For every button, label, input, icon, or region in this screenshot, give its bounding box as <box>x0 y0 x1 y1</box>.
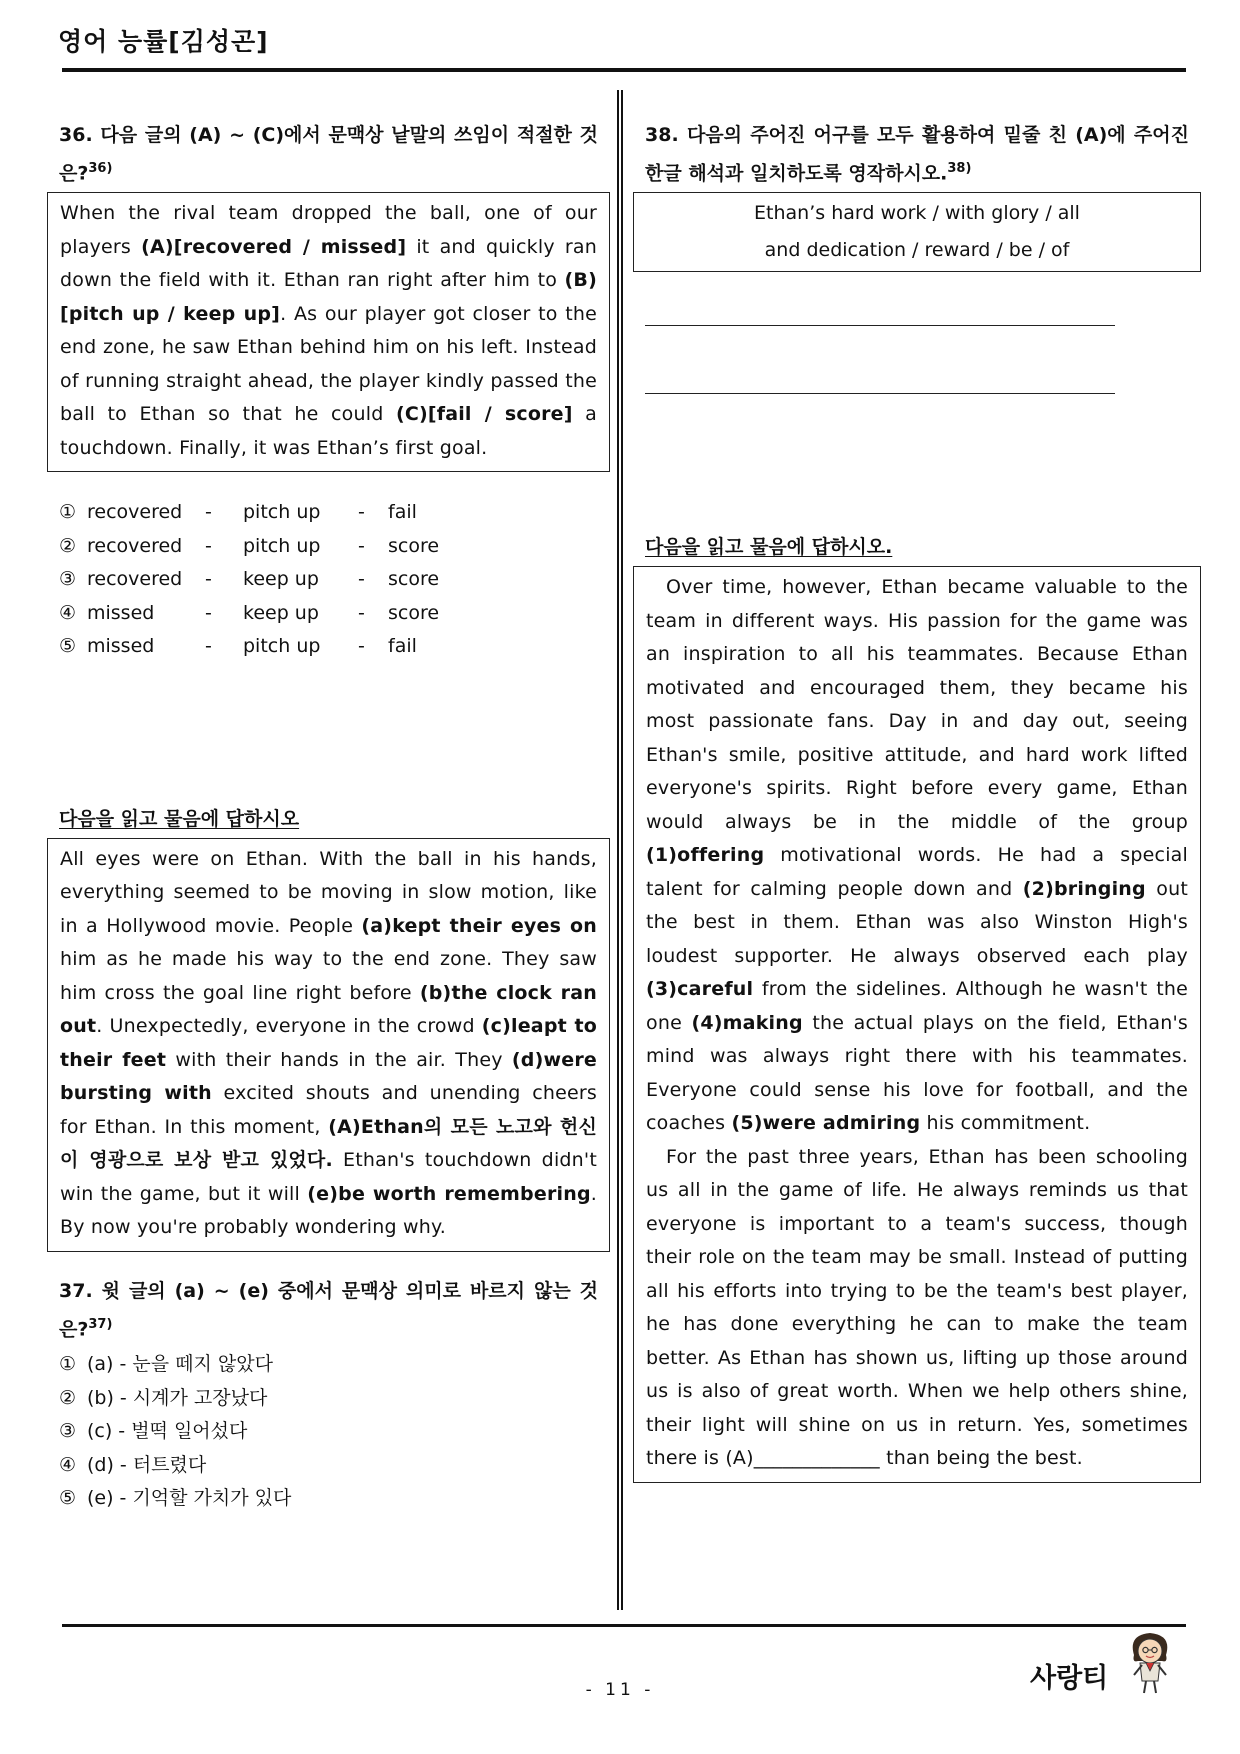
passage-text: Ethan's touchdown didn't win the game, but it will <box>60 1149 597 1205</box>
option-number: ② <box>59 1386 77 1409</box>
q36-passage <box>47 192 610 472</box>
option-number: ② <box>59 534 77 557</box>
q36-option-1[interactable] <box>59 496 598 530</box>
option-c: fail <box>388 635 417 658</box>
q37-option-5[interactable] <box>59 1482 598 1516</box>
option-c: fail <box>388 501 417 524</box>
option-a: recovered <box>87 501 183 524</box>
passage-text: from the sidelines. Although he wasn't the one <box>646 978 1188 1034</box>
option-number: ④ <box>59 1453 77 1476</box>
set3-passage <box>633 566 1201 1483</box>
option-dash: - <box>205 534 212 557</box>
option-c: score <box>388 568 440 591</box>
item-2: (2)bringing <box>1022 877 1146 900</box>
q36-prompt: 다음 글의 (A) ~ (C)에서 문맥상 낱말의 쓰임이 적절한 것은? <box>59 124 598 185</box>
q38-title <box>633 118 1201 190</box>
option-a: missed <box>87 635 155 658</box>
item-3: (3)careful <box>646 978 754 1001</box>
answer-line-2[interactable] <box>645 393 1115 394</box>
q37-footnote: 37) <box>88 1316 113 1332</box>
option-number: ⑤ <box>59 1487 77 1510</box>
option-dash: - <box>358 568 365 591</box>
q36-option-4[interactable] <box>59 597 598 631</box>
phrase-line-1: Ethan’s hard work / with glory / all <box>754 202 1080 225</box>
passage-text: the actual plays on the field, Ethan's mind was always right there with his teammates. Everyone could sense his love for football, and the coaches <box>646 1011 1188 1135</box>
option-dash: - <box>358 601 365 624</box>
passage-text: excited shouts and unending cheers for Ethan. In this moment, <box>60 1082 597 1138</box>
option-dash: - <box>358 501 365 524</box>
passage-text: . Unexpectedly, everyone in the crowd <box>96 1015 482 1038</box>
option-b: pitch up <box>243 534 321 557</box>
passage-text: his commitment. <box>920 1112 1091 1135</box>
expression-d: (d)were bursting with <box>60 1048 597 1105</box>
q37-options <box>47 1348 610 1516</box>
passage-text: . By now you're probably wondering why. <box>60 1182 598 1239</box>
brand-logo-text: 사랑티 <box>1030 1663 1109 1694</box>
option-number: ④ <box>59 601 77 624</box>
set2-instruction: 다음을 읽고 물음에 답하시오 <box>59 807 300 830</box>
expression-b: (b)the clock ran out <box>60 981 597 1038</box>
q37-title <box>47 1274 610 1346</box>
item-1: (1)offering <box>646 844 765 867</box>
footer-rule <box>62 1624 1186 1627</box>
expression-e: (e)be worth remembering <box>307 1182 591 1205</box>
q37-option-2[interactable] <box>59 1382 598 1416</box>
item-4: (4)making <box>691 1011 803 1034</box>
option-a: missed <box>87 601 155 624</box>
q36-options <box>47 496 610 664</box>
passage-text: motivational words. He had a special talent for calming people down and <box>646 844 1188 900</box>
header-rule <box>62 68 1186 72</box>
passage-text: Over time, however, Ethan became valuable to the team in different ways. His passion for the game was an inspiration to all his teammates. Because Ethan motivated and encouraged them, they became his most passionate fans. Day in and day out, seeing Ethan's smile, positive attitude, and hard work lifted everyone's spirits. Right before every game, Ethan would always be in the middle of the group <box>646 576 1188 833</box>
paragraph-2 <box>646 1141 1188 1476</box>
paragraph-1 <box>646 571 1188 1141</box>
option-c: score <box>388 534 440 557</box>
option-number: ① <box>59 501 77 524</box>
option-b: pitch up <box>243 501 321 524</box>
option-text: (e) - 기억할 가치가 있다 <box>87 1487 292 1510</box>
option-b: pitch up <box>243 635 321 658</box>
mascot-icon <box>1122 1625 1178 1697</box>
q36-option-5[interactable] <box>59 630 598 664</box>
option-dash: - <box>205 568 212 591</box>
option-b: keep up <box>243 601 319 624</box>
option-text: (c) - 벌떡 일어섰다 <box>87 1420 248 1443</box>
right-column <box>633 118 1201 1483</box>
page-header <box>58 22 1188 58</box>
phrase-line-2: and dedication / reward / be / of <box>764 239 1070 262</box>
passage-text: . As our player got closer to the end zone, he saw Ethan behind him on his left. Instead of running straight ahead, the player kindly passed the ball to Ethan so that he could <box>60 302 597 426</box>
underlined-a-korean: (A)Ethan의 모든 노고와 헌신이 영광으로 보상 받고 있었다. <box>60 1115 598 1172</box>
q36-option-2[interactable] <box>59 530 598 564</box>
column-divider <box>617 90 623 1610</box>
q37-number: 37. <box>59 1279 93 1302</box>
option-dash: - <box>205 601 212 624</box>
option-b: keep up <box>243 568 319 591</box>
blank-b: (B)[pitch up / keep up] <box>60 269 597 325</box>
passage-text: a touchdown. Finally, it was Ethan’s first goal. <box>60 403 597 459</box>
option-text: (b) - 시계가 고장났다 <box>87 1386 268 1409</box>
blank-c: (C)[fail / score] <box>395 403 573 426</box>
q37-option-1[interactable] <box>59 1348 598 1382</box>
page-number: - 11 - <box>585 1680 655 1700</box>
passage-text: it and quickly ran down the field with it. Ethan ran right after him to <box>60 235 597 292</box>
set2-passage <box>47 838 610 1252</box>
option-a: recovered <box>87 534 183 557</box>
page-title: 영어 능률[김성곤] <box>58 27 269 56</box>
q36-title <box>47 118 610 190</box>
option-dash: - <box>205 635 212 658</box>
passage-text: him as he made his way to the end zone. They saw him cross the goal line right before <box>60 948 597 1004</box>
expression-a: (a)kept their eyes on <box>361 914 597 937</box>
passage-text: For the past three years, Ethan has been schooling us all in the game of life. He always reminds us that everyone is important to a team's success, though their role on the team may be small. Instead of putting all his efforts into trying to be the team's best player, he has done everything he can to make the team better. As Ethan has shown us, lifting up those around us is also of great worth. When we help others shine, their light will shine on us in return. Yes, sometimes there is (A)_____________ than being the best. <box>646 1145 1188 1470</box>
passage-text: out the best in them. Ethan was also Winston High's loudest supporter. He always observed each play <box>646 877 1188 967</box>
option-dash: - <box>358 534 365 557</box>
option-dash: - <box>358 635 365 658</box>
set3-instruction: 다음을 읽고 물음에 답하시오. <box>645 536 893 559</box>
option-number: ③ <box>59 1420 77 1443</box>
left-column <box>47 118 610 1516</box>
option-a: recovered <box>87 568 183 591</box>
option-c: score <box>388 601 440 624</box>
option-number: ③ <box>59 568 77 591</box>
q37-option-3[interactable] <box>59 1415 598 1449</box>
passage-text: with their hands in the air. They <box>166 1048 512 1071</box>
blank-a: (A)[recovered / missed] <box>141 235 407 258</box>
q37-prompt: 윗 글의 (a) ~ (e) 중에서 문맥상 의미로 바르지 않는 것은? <box>59 1279 598 1341</box>
option-text: (a) - 눈을 떼지 않았다 <box>87 1353 273 1376</box>
q38-footnote: 38) <box>947 161 972 176</box>
q37-option-4[interactable] <box>59 1449 598 1483</box>
expression-c: (c)leapt to their feet <box>60 1015 597 1071</box>
q38-number: 38. <box>645 124 679 146</box>
q38-phrase-box <box>633 192 1201 272</box>
option-number: ① <box>59 1353 77 1376</box>
option-dash: - <box>205 501 212 524</box>
passage-text: When the rival team dropped the ball, one of our players <box>60 202 597 258</box>
q36-number: 36. <box>59 124 93 146</box>
q38-prompt: 다음의 주어진 어구를 모두 활용하여 밑줄 친 (A)에 주어진 한글 해석과 일치하도록 영작하시오. <box>645 124 1189 185</box>
item-5: (5)were admiring <box>731 1112 921 1135</box>
answer-line-1[interactable] <box>645 325 1115 326</box>
q36-option-3[interactable] <box>59 563 598 597</box>
q36-footnote: 36) <box>88 161 113 176</box>
passage-text: All eyes were on Ethan. With the ball in his hands, everything seemed to be moving in slow motion, like in a Hollywood movie. People <box>60 847 597 937</box>
option-number: ⑤ <box>59 635 77 658</box>
option-text: (d) - 터트렸다 <box>87 1453 207 1476</box>
